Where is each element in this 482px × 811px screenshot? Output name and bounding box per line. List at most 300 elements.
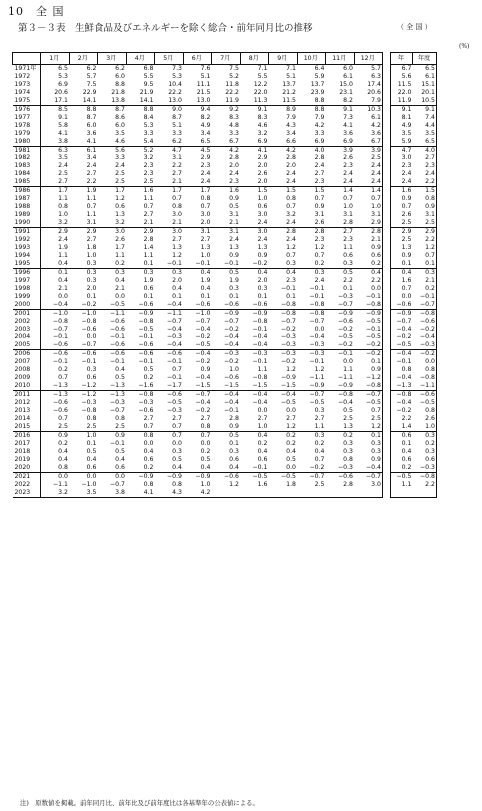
month-value: 0.4 (58, 276, 68, 284)
month-value: −0.9 (252, 309, 268, 317)
month-value: 2.4 (257, 236, 268, 244)
month-value: 2.9 (143, 228, 154, 236)
month-value: 0.6 (69, 464, 98, 472)
month-value: 0.8 (58, 203, 68, 211)
month-value: 6.9 (297, 138, 326, 146)
column-header: 3月 (98, 53, 127, 65)
month-value: 0.9 (229, 251, 239, 259)
table-row (13, 431, 437, 439)
month-value (326, 489, 355, 497)
month-value: 0.2 (297, 260, 326, 268)
month-value: 2.6 (297, 219, 326, 227)
year-label: 2018 (13, 448, 41, 456)
month-value: −0.1 (354, 293, 383, 301)
month-value: −0.8 (297, 301, 326, 309)
month-value: 0.9 (354, 456, 383, 464)
table-row (13, 211, 437, 219)
month-value: 2.5 (98, 178, 127, 186)
month-value: 2.4 (240, 219, 269, 227)
month-value: 0.4 (58, 455, 68, 463)
column-header: 4月 (126, 53, 155, 65)
month-value: 2.1 (126, 219, 155, 227)
month-value: 1.2 (314, 243, 325, 251)
fiscal-year-value: −0.5 (413, 399, 437, 407)
month-value: −0.4 (240, 341, 269, 349)
month-value: 0.6 (143, 455, 154, 463)
month-value: 1.4 (143, 243, 154, 251)
month-value: 0.1 (229, 439, 239, 447)
annual-value: 0.7 (391, 203, 413, 211)
month-value: 2.3 (286, 276, 296, 284)
fiscal-year-value (413, 489, 437, 497)
month-value: −0.4 (354, 464, 383, 472)
month-value: 0.7 (143, 203, 154, 211)
month-value: −0.7 (109, 407, 125, 415)
annual-value: −0.7 (391, 318, 413, 326)
month-value: −0.3 (166, 333, 182, 341)
month-value: 0.8 (200, 195, 211, 203)
month-value: 7.1 (257, 65, 268, 72)
month-value: 0.7 (343, 195, 353, 203)
month-value: −0.5 (183, 341, 212, 349)
month-value: 0.2 (343, 431, 353, 439)
data-table (12, 52, 437, 498)
year-label: 2022 (13, 481, 41, 489)
month-value: −0.9 (195, 472, 211, 480)
month-value: 0.0 (269, 464, 298, 472)
annual-value: −0.4 (391, 326, 413, 334)
month-value: 0.8 (172, 480, 182, 488)
month-value: −1.3 (41, 382, 70, 390)
month-value: −0.8 (280, 309, 296, 317)
month-value: −0.5 (138, 325, 154, 333)
annual-value: 0.6 (391, 456, 413, 464)
month-value: 9.1 (257, 105, 268, 113)
month-value: 0.7 (354, 407, 383, 415)
month-value: 8.8 (143, 105, 154, 113)
month-value: 11.3 (240, 97, 269, 105)
table-row (13, 81, 437, 89)
month-value: −0.1 (309, 292, 325, 300)
month-value: 0.6 (343, 251, 353, 259)
table-row (13, 318, 437, 326)
column-header: 2月 (69, 53, 98, 65)
month-value: 7.9 (286, 113, 296, 121)
month-value: 5.9 (314, 72, 325, 80)
column-gap (383, 301, 391, 309)
column-header: 11月 (326, 53, 355, 65)
fiscal-year-value: 9.1 (413, 105, 437, 113)
month-value: 8.7 (115, 105, 125, 113)
month-value: 6.0 (343, 65, 353, 72)
month-value: −0.5 (354, 399, 383, 407)
month-value: 2.5 (98, 423, 127, 431)
month-value: 2.4 (58, 236, 68, 244)
table-row (13, 489, 437, 497)
year-label: 1991 (13, 228, 41, 236)
month-value: 0.4 (314, 447, 325, 455)
month-value: 0.4 (41, 260, 70, 268)
month-value: −0.2 (280, 325, 296, 333)
month-value: −0.3 (109, 399, 125, 407)
month-value: 0.0 (115, 472, 125, 480)
month-value: 2.4 (343, 170, 353, 178)
month-value: −1.0 (195, 309, 211, 317)
month-value: 2.0 (172, 276, 182, 284)
annual-value: 2.4 (391, 170, 413, 178)
month-value: 2.5 (115, 170, 125, 178)
month-value: 2.5 (41, 423, 70, 431)
annual-value: −0.1 (391, 358, 413, 366)
year-label: 1986 (13, 187, 41, 195)
month-value: 13.7 (310, 80, 325, 88)
month-value: 3.6 (343, 129, 353, 137)
table-row (13, 472, 437, 480)
month-value: 4.8 (229, 121, 239, 129)
month-value: 4.2 (229, 146, 239, 154)
month-value: 0.4 (115, 455, 125, 463)
month-value: −0.1 (166, 374, 182, 382)
month-value (269, 489, 298, 497)
month-value: 2.8 (143, 236, 154, 244)
month-value: 6.2 (155, 138, 184, 146)
month-value: 0.5 (115, 374, 125, 382)
fiscal-year-value: 15.1 (413, 81, 437, 89)
column-gap (383, 415, 391, 423)
month-value: 5.7 (354, 65, 383, 73)
fiscal-year-value: 2.3 (413, 162, 437, 170)
column-gap (383, 423, 391, 431)
column-gap (383, 350, 391, 358)
month-value: 0.5 (172, 455, 182, 463)
month-value: −1.3 (109, 391, 125, 399)
month-value: 2.6 (257, 170, 268, 178)
column-header: 7月 (212, 53, 241, 65)
month-value: 0.3 (69, 260, 98, 268)
month-value: 4.5 (200, 146, 211, 154)
month-value: 0.7 (172, 431, 182, 439)
month-value: 2.7 (86, 170, 97, 178)
month-value: 0.2 (58, 439, 68, 447)
column-gap (383, 203, 391, 211)
month-value: −0.1 (52, 333, 68, 341)
annual-value: 2.6 (391, 211, 413, 219)
month-value: 0.4 (257, 431, 268, 439)
month-value: 3.9 (343, 146, 353, 154)
month-value: 2.8 (326, 219, 355, 227)
month-value: 2.8 (229, 414, 239, 422)
month-value: 2.3 (200, 162, 211, 170)
month-value: 0.5 (200, 455, 211, 463)
month-value: 5.5 (143, 72, 154, 80)
month-value: 2.4 (200, 170, 211, 178)
table-row (13, 326, 437, 334)
month-value: 0.1 (354, 358, 383, 366)
month-value: 0.4 (257, 268, 268, 276)
month-value: −0.6 (337, 472, 353, 480)
month-value: −1.5 (269, 382, 298, 390)
month-value: 0.8 (286, 195, 296, 203)
year-label: 2017 (13, 440, 41, 448)
month-value: 22.2 (168, 88, 182, 96)
month-value: 7.3 (172, 65, 182, 72)
month-value: −0.7 (195, 317, 211, 325)
month-value: 0.7 (200, 203, 211, 211)
month-value: −0.5 (280, 399, 296, 407)
fiscal-year-value: 10.5 (413, 97, 437, 105)
month-value: 1.0 (240, 423, 269, 431)
annual-value: −0.4 (391, 374, 413, 382)
month-value: 17.1 (41, 97, 70, 105)
month-value: 5.8 (58, 121, 68, 129)
month-value: 6.3 (354, 73, 383, 81)
month-value: 1.3 (257, 243, 268, 251)
column-header: 年 (391, 53, 413, 65)
table-row (13, 448, 437, 456)
month-value: 0.6 (354, 252, 383, 260)
year-label: 1989 (13, 211, 41, 219)
month-value: 3.0 (200, 211, 211, 219)
month-value: 2.7 (86, 236, 97, 244)
month-value: −0.6 (126, 301, 155, 309)
month-value: 3.3 (229, 129, 239, 137)
column-gap (383, 65, 391, 73)
column-gap (383, 407, 391, 415)
month-value: −0.1 (183, 260, 212, 268)
table-row (13, 236, 437, 244)
month-value: 1.1 (58, 195, 68, 203)
month-value: 0.1 (86, 439, 97, 447)
month-value: 0.7 (155, 423, 184, 431)
month-value: 0.3 (86, 276, 97, 284)
month-value: 2.8 (286, 228, 296, 236)
table-row (13, 285, 437, 293)
month-value: 4.2 (314, 121, 325, 129)
month-value: −0.7 (309, 472, 325, 480)
fiscal-year-value: 1.0 (413, 423, 437, 431)
fiscal-year-value: −0.7 (413, 301, 437, 309)
month-value: −0.1 (155, 260, 184, 268)
month-value: 5.1 (200, 72, 211, 80)
month-value: 0.4 (286, 447, 296, 455)
year-label: 2020 (13, 464, 41, 472)
month-value: 8.7 (86, 113, 97, 121)
month-value: 2.7 (200, 414, 211, 422)
annual-value: 2.5 (391, 236, 413, 244)
month-value: 1.7 (172, 187, 182, 195)
month-value: 2.4 (286, 170, 296, 178)
fiscal-year-value: 2.2 (413, 236, 437, 244)
month-value: 0.4 (212, 464, 241, 472)
fiscal-year-value: 3.1 (413, 211, 437, 219)
month-value: 22.9 (82, 88, 97, 96)
month-value: 3.0 (354, 481, 383, 489)
month-value: 1.1 (143, 195, 154, 203)
month-value: −0.9 (354, 309, 383, 317)
fiscal-year-value: 2.2 (413, 481, 437, 489)
month-value: 0.3 (257, 284, 268, 292)
month-value: 0.1 (229, 292, 239, 300)
month-value: 1.6 (229, 187, 239, 195)
month-value: −0.7 (354, 391, 383, 399)
fiscal-year-value: 1.2 (413, 244, 437, 252)
column-gap (383, 105, 391, 113)
month-value: 2.8 (354, 228, 383, 236)
fiscal-year-value: 2.7 (413, 154, 437, 162)
month-value: 2.9 (354, 219, 383, 227)
year-label: 1996 (13, 268, 41, 276)
month-value: 1.7 (115, 243, 125, 251)
month-value: 0.3 (314, 431, 325, 439)
month-value: −0.3 (81, 399, 97, 407)
month-value: 0.3 (86, 366, 97, 374)
table-row (13, 391, 437, 399)
month-value: −0.4 (155, 341, 184, 349)
month-value: 0.7 (58, 414, 68, 422)
month-value: 21.9 (139, 88, 154, 96)
fiscal-year-value: 0.1 (413, 260, 437, 268)
month-value: −0.6 (109, 317, 125, 325)
month-value: −0.4 (252, 399, 268, 407)
month-value: 0.3 (229, 284, 239, 292)
month-value: 6.4 (314, 65, 325, 72)
month-value: 0.5 (229, 431, 239, 439)
month-value: −0.5 (354, 333, 383, 341)
table-row (13, 293, 437, 301)
fiscal-year-value: −0.4 (413, 333, 437, 341)
month-value (212, 489, 241, 497)
month-value: 1.1 (297, 423, 326, 431)
annual-value: 0.8 (391, 366, 413, 374)
column-gap (383, 53, 391, 65)
month-value: 0.5 (115, 447, 125, 455)
month-value: −0.6 (109, 325, 125, 333)
month-value: −0.6 (183, 301, 212, 309)
column-gap (383, 431, 391, 439)
month-value: 1.5 (314, 187, 325, 195)
month-value: 7.6 (200, 65, 211, 72)
month-value: 1.6 (257, 480, 268, 488)
month-value: 8.5 (58, 105, 68, 113)
month-value: 3.1 (172, 154, 182, 162)
fiscal-year-value: 0.3 (413, 448, 437, 456)
month-value: 6.2 (86, 65, 97, 72)
month-value: 2.3 (212, 178, 241, 186)
month-value: 8.6 (115, 113, 125, 121)
month-value: −0.4 (212, 341, 241, 349)
month-value: −0.5 (98, 301, 127, 309)
table-row (13, 407, 437, 415)
month-value: −0.4 (223, 391, 239, 399)
fiscal-year-value: 0.3 (413, 268, 437, 276)
month-value: 6.1 (343, 72, 353, 80)
annual-value: −0.5 (391, 341, 413, 349)
table-row (13, 358, 437, 366)
annual-value: −0.2 (391, 407, 413, 415)
month-value: −0.1 (109, 333, 125, 341)
month-value: 8.8 (86, 105, 97, 113)
month-value: −1.3 (52, 391, 68, 399)
month-value: 2.4 (286, 236, 296, 244)
month-value: 0.2 (314, 439, 325, 447)
month-value: 0.0 (115, 292, 125, 300)
year-label: 2011 (13, 391, 41, 399)
month-value: 6.0 (115, 72, 125, 80)
year-label: 2002 (13, 318, 41, 326)
month-value: −0.2 (326, 341, 355, 349)
month-value: 8.8 (297, 97, 326, 105)
year-label: 1982 (13, 154, 41, 162)
annual-value: −0.4 (391, 350, 413, 358)
month-value: −0.4 (155, 301, 184, 309)
month-value: 0.0 (286, 407, 296, 415)
fiscal-year-value: −0.8 (413, 309, 437, 317)
table-row (13, 423, 437, 431)
fiscal-year-value: 2.9 (413, 228, 437, 236)
annual-value: 1.3 (391, 244, 413, 252)
month-value: 5.3 (58, 72, 68, 80)
month-value: −1.0 (81, 309, 97, 317)
month-value: −0.4 (195, 350, 211, 358)
year-column-header (13, 53, 41, 65)
column-gap (383, 277, 391, 285)
year-label: 2004 (13, 333, 41, 341)
table-row (13, 309, 437, 317)
column-gap (383, 481, 391, 489)
month-value: 2.3 (143, 162, 154, 170)
month-value: 1.2 (229, 480, 239, 488)
month-value: 2.4 (183, 178, 212, 186)
column-gap (383, 440, 391, 448)
month-value: −0.5 (309, 399, 325, 407)
month-value: 2.4 (354, 170, 383, 178)
month-value: −0.2 (297, 464, 326, 472)
year-label: 1976 (13, 105, 41, 113)
month-value: 1.3 (229, 243, 239, 251)
table-row (13, 162, 437, 170)
column-gap (383, 374, 391, 382)
month-value: 0.2 (286, 431, 296, 439)
month-value: 1.8 (286, 480, 296, 488)
year-label: 1980 (13, 138, 41, 146)
fiscal-year-value: 0.6 (413, 456, 437, 464)
month-value (297, 489, 326, 497)
year-label: 1997 (13, 277, 41, 285)
month-value: 1.9 (229, 276, 239, 284)
month-value: 0.0 (200, 439, 211, 447)
year-label: 1990 (13, 219, 41, 227)
month-value: 3.2 (286, 211, 296, 219)
table-row (13, 178, 437, 186)
annual-value: 0.0 (391, 293, 413, 301)
month-value: 4.6 (257, 121, 268, 129)
month-value: 3.5 (69, 489, 98, 497)
annual-value: −0.9 (391, 309, 413, 317)
year-label: 1998 (13, 285, 41, 293)
month-value: 0.1 (58, 268, 68, 276)
month-value: 1.5 (286, 187, 296, 195)
year-label: 1979 (13, 130, 41, 138)
month-value: 20.6 (54, 88, 68, 96)
fiscal-year-value: 4.4 (413, 122, 437, 130)
month-value: 4.1 (58, 129, 68, 137)
month-value: 3.2 (98, 219, 127, 227)
month-value: 2.5 (126, 178, 155, 186)
table-row (13, 399, 437, 407)
month-value: −0.6 (81, 350, 97, 358)
month-value: 2.1 (212, 219, 241, 227)
month-value: 0.8 (183, 423, 212, 431)
